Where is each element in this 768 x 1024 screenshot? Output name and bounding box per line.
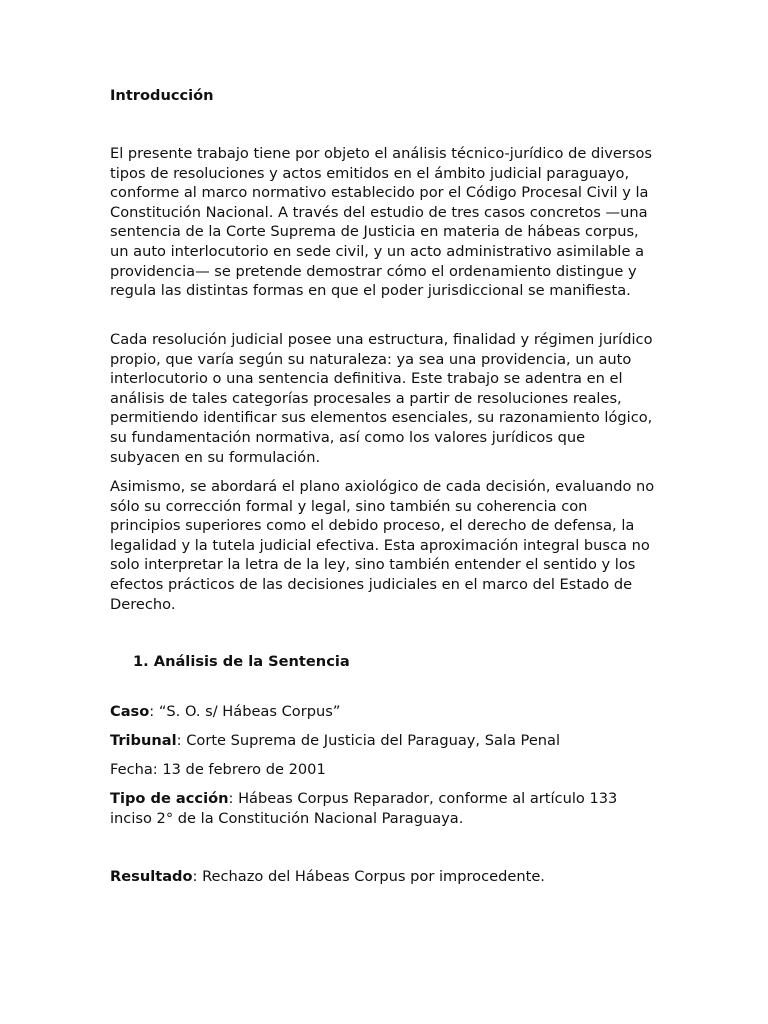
field-resultado-label: Resultado: [110, 868, 193, 885]
field-caso: [110, 702, 658, 722]
intro-paragraph-1: El presente trabajo tiene por objeto el análisis técnico-jurídico de diversos tipos de resoluciones y actos emitidos en el ámbito judicial paraguayo, conforme al marco normativo establecido por el Código Procesal Civil y la Constitución Nacional. A través del estudio de tres casos concretos —una sentencia de la Corte Suprema de Justicia en materia de hábeas corpus, un auto interlocutorio en sede civil, y un acto administrativo asimilable a providencia— se pretende demostrar cómo el ordenamiento distingue y regula las distintas formas en que el poder jurisdiccional se manifiesta.: [110, 145, 653, 300]
field-fecha: Fecha: 13 de febrero de 2001: [110, 761, 326, 778]
field-caso-label: Caso: [110, 703, 150, 720]
field-resultado-value: : Rechazo del Hábeas Corpus por improcedente.: [192, 868, 545, 885]
field-tribunal-label: Tribunal: [110, 732, 177, 749]
field-caso-value: : “S. O. s/ Hábeas Corpus”: [149, 703, 341, 720]
field-resultado: [110, 867, 658, 887]
intro-paragraph-2: Cada resolución judicial posee una estructura, finalidad y régimen jurídico propio, que varía según su naturaleza: ya sea una providencia, un auto interlocutorio o una sentencia definitiva. Este trabajo se adentra en el análisis de tales categorías procesales a partir de resoluciones reales, permitiendo identificar sus elementos esenciales, su razonamiento lógico, su fundamentación normativa, así como los valores jurídicos que subyacen en su formulación.: [110, 331, 653, 466]
intro-paragraph-3: Asimismo, se abordará el plano axiológico de cada decisión, evaluando no sólo su corrección formal y legal, sino también su coherencia con principios superiores como el debido proceso, el derecho de defensa, la legalidad y la tutela judicial efectiva. Esta aproximación integral busca no solo interpretar la letra de la ley, sino también entender el sentido y los efectos prácticos de las decisiones judiciales en el marco del Estado de Derecho.: [110, 478, 655, 613]
field-tipo-accion: [110, 789, 658, 828]
field-tribunal-value: : Corte Suprema de Justicia del Paraguay, Sala Penal: [176, 732, 561, 749]
field-tipo-label: Tipo de acción: [110, 790, 229, 807]
section-heading: 1. Análisis de la Sentencia: [133, 653, 350, 670]
page-title: Introducción: [110, 87, 214, 104]
field-tribunal: [110, 731, 658, 751]
field-tipo-value: : Hábeas Corpus Reparador, conforme al artículo 133 inciso 2° de la Constitución Nacional Paraguaya.: [110, 790, 618, 827]
